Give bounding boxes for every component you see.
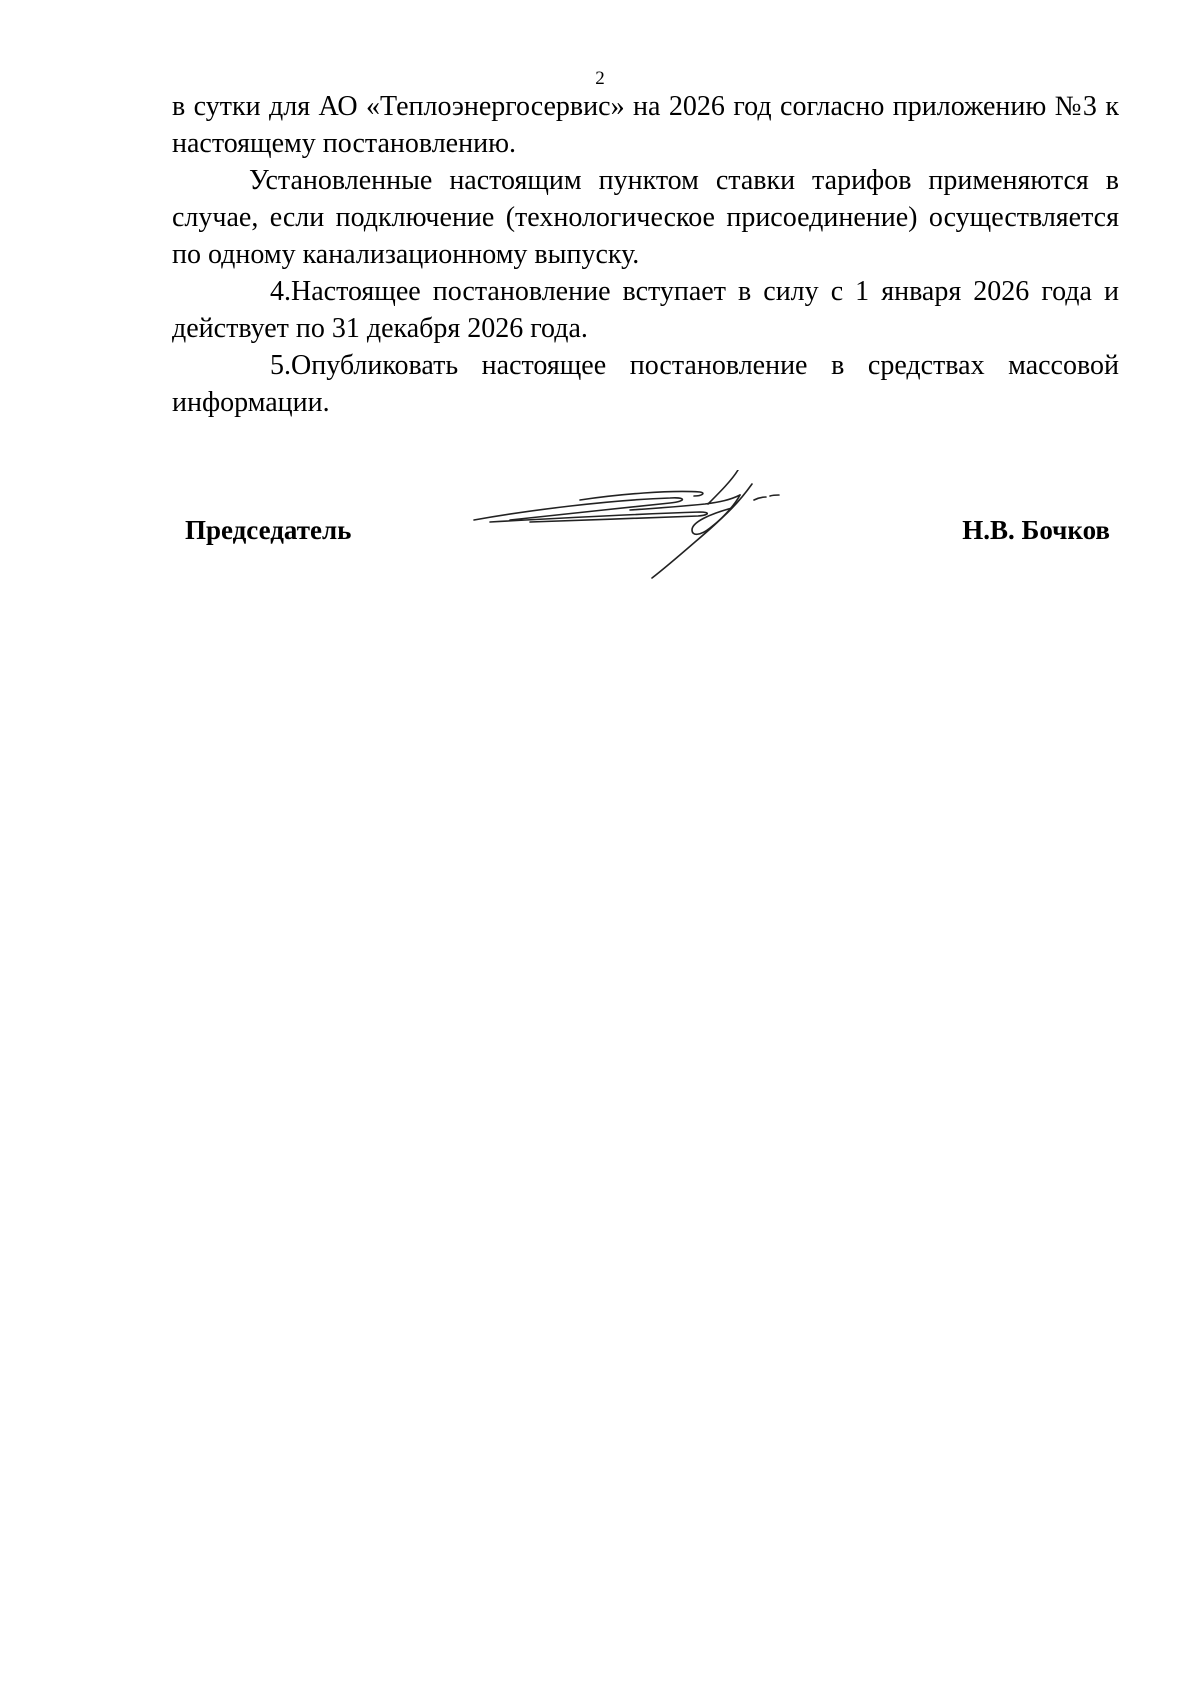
item-text: Настоящее постановление вступает в силу с 1 января 2026 года и действует по 31 декабря 2026 года. — [172, 276, 1119, 344]
item-number: 5. — [270, 350, 291, 381]
document-body — [172, 88, 1119, 421]
paragraph-tariff-conditions: Установленные настоящим пунктом ставки тарифов применяются в случае, если подключение (технологическое присоединение) осуществляется по одному канализационному выпуску. — [172, 165, 1119, 270]
paragraph-item-4 — [172, 273, 1119, 347]
item-text: Опубликовать настоящее постановление в средствах массовой информации. — [172, 350, 1119, 418]
page-number: 2 — [595, 68, 605, 89]
signatory-name: Н.В. Бочков — [962, 515, 1110, 545]
signatory-role: Председатель — [185, 515, 352, 545]
paragraph-item-5 — [172, 347, 1119, 421]
item-number: 4. — [270, 276, 291, 307]
handwritten-signature — [470, 470, 790, 580]
paragraph-continuation: в сутки для АО «Теплоэнергосервис» на 2026 год согласно приложению №3 к настоящему постановлению. — [172, 91, 1119, 159]
